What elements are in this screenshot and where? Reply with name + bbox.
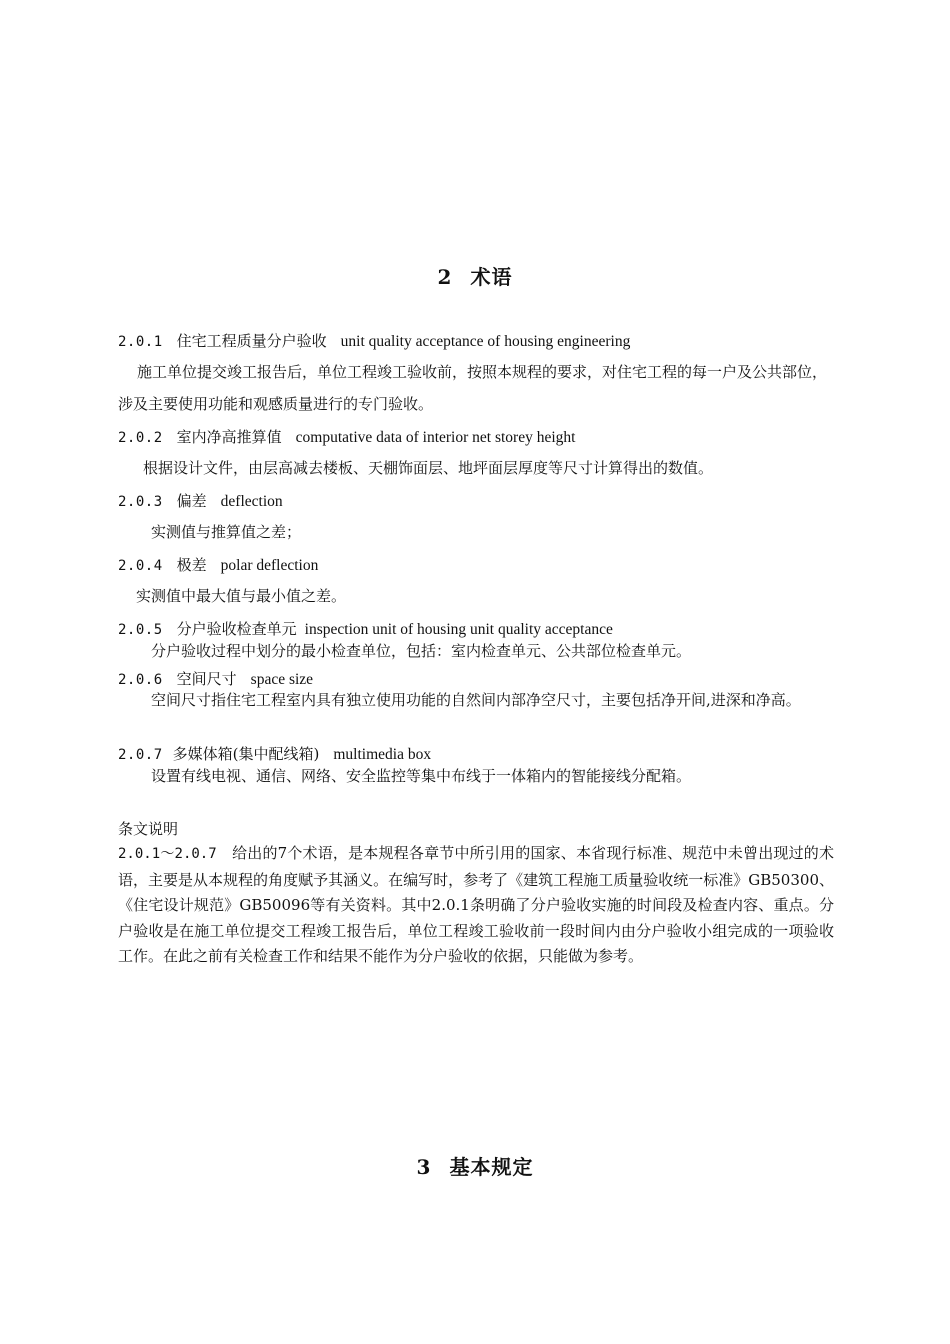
chapter-title: 术语	[470, 265, 513, 289]
term-chinese: 极差	[176, 556, 207, 574]
term-heading	[118, 554, 838, 575]
term-number: 2.0.3	[118, 494, 163, 510]
term-english: space size	[250, 671, 314, 688]
term-definition: 施工单位提交竣工报告后，单位工程竣工验收前，按照本规程的要求，对住宅工程的每一户及公共部位，涉及主要使用功能和观感质量进行的专门验收。	[118, 363, 828, 413]
term-definition: 空间尺寸指住宅工程室内具有独立使用功能的自然间内部净空尺寸，主要包括净开间,进深和净高。	[151, 691, 801, 709]
chapter-title: 基本规定	[449, 1155, 534, 1179]
term-chinese: 室内净高推算值	[176, 428, 282, 446]
note-range: 2.0.1～2.0.7	[118, 846, 217, 862]
term-number: 2.0.6	[118, 672, 163, 688]
term-english: unit quality acceptance of housing engineering	[340, 333, 631, 350]
note-body	[118, 841, 834, 970]
term-number: 2.0.1	[118, 334, 163, 350]
term-chinese: 分户验收检查单元	[176, 620, 297, 638]
term-english: polar deflection	[220, 557, 319, 574]
term-number: 2.0.2	[118, 430, 163, 446]
term-heading	[118, 330, 838, 351]
term-heading	[118, 426, 838, 447]
term-definition: 设置有线电视、通信、网络、安全监控等集中布线于一体箱内的智能接线分配箱。	[151, 767, 692, 785]
term-english: computative data of interior net storey height	[295, 429, 576, 446]
term-english: multimedia box	[333, 746, 432, 763]
term-number: 2.0.4	[118, 558, 163, 574]
chapter-3-heading	[0, 1151, 950, 1180]
term-heading	[118, 668, 838, 689]
term-english: deflection	[220, 493, 283, 510]
chapter-number: 2	[437, 265, 453, 289]
term-chinese: 偏差	[176, 492, 207, 510]
term-definition: 分户验收过程中划分的最小检查单位，包括：室内检查单元、公共部位检查单元。	[151, 642, 692, 660]
note-text: 给出的7个术语，是本规程各章节中所引用的国家、本省现行标准、规范中未曾出现过的术语，主要是从本规程的角度赋予其涵义。在编写时，参考了《建筑工程施工质量验收统一标准》GB50300、《住宅设计规范》GB50096等有关资料。其中2.0.1条明确了分户验收实施的时间段及检查内容、重点。分户验收是在施工单位提交工程竣工报告后，单位工程竣工验收前一段时间内由分户验收小组完成的一项验收工作。在此之前有关检查工作和结果不能作为分户验收的依据，只能做为参考。	[118, 844, 834, 965]
term-number: 2.0.5	[118, 622, 163, 638]
note-heading: 条文说明	[118, 820, 179, 838]
term-chinese: 空间尺寸	[176, 670, 237, 688]
term-english: inspection unit of housing unit quality acceptance	[304, 621, 613, 638]
term-definition: 根据设计文件，由层高减去楼板、天棚饰面层、地坪面层厚度等尺寸计算得出的数值。	[143, 459, 714, 477]
term-chinese: 多媒体箱(集中配线箱)	[172, 745, 320, 763]
term-chinese: 住宅工程质量分户验收	[176, 332, 327, 350]
term-definition: 实测值中最大值与最小值之差。	[136, 587, 347, 605]
term-heading	[118, 743, 838, 764]
term-heading	[118, 490, 838, 511]
term-number: 2.0.7	[118, 747, 163, 763]
term-definition: 实测值与推算值之差；	[151, 523, 302, 541]
term-heading	[118, 618, 838, 639]
chapter-2-heading	[0, 261, 950, 290]
chapter-number: 3	[416, 1155, 432, 1179]
